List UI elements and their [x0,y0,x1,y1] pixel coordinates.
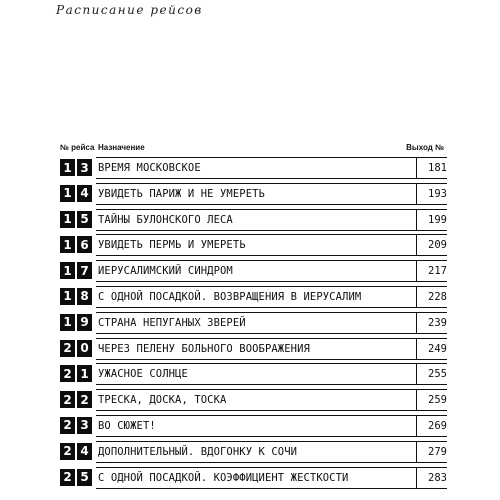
gate-cell: 193 [416,183,447,205]
flight-digit-tile: 2 [60,391,75,408]
header-gate: Выход № [406,143,444,152]
destination-cell: СТРАНА НЕПУГАНЫХ ЗВЕРЕЙ [96,312,417,334]
header-flight-number: № рейса [60,143,95,152]
flight-digit-tile: 1 [60,288,75,305]
flight-row [60,157,448,180]
destination-cell: С ОДНОЙ ПОСАДКОЙ. ВОЗВРАЩЕНИЯ В ИЕРУСАЛИМ [96,286,417,308]
flight-digit-tile: 1 [60,211,75,228]
header-destination: Назначение [98,143,145,152]
gate-cell: 199 [416,209,447,231]
gate-cell: 181 [416,157,447,179]
destination-cell: УВИДЕТЬ ПЕРМЬ И УМЕРЕТЬ [96,234,417,256]
destination-cell: ВО СЮЖЕТ! [96,415,417,437]
flight-number-tiles [60,443,92,460]
column-headers [60,143,446,155]
flight-digit-tile: 1 [60,159,75,176]
flight-row [60,389,448,412]
flight-digit-tile: 6 [77,236,92,253]
gate-cell: 228 [416,286,447,308]
flight-row [60,260,448,283]
flight-digit-tile: 4 [77,443,92,460]
flight-digit-tile: 3 [77,159,92,176]
gate-cell: 259 [416,389,447,411]
flight-digit-tile: 5 [77,211,92,228]
flight-number-tiles [60,262,92,279]
flight-number-tiles [60,469,92,486]
gate-cell: 283 [416,467,447,489]
destination-cell: ВРЕМЯ МОСКОВСКОЕ [96,157,417,179]
destination-cell: ДОПОЛНИТЕЛЬНЫЙ. ВДОГОНКУ К СОЧИ [96,441,417,463]
flight-row [60,286,448,309]
page-title: Расписание рейсов [56,3,203,17]
destination-cell: УЖАСНОЕ СОЛНЦЕ [96,363,417,385]
gate-cell: 239 [416,312,447,334]
flight-row [60,467,448,490]
flight-row [60,363,448,386]
flight-digit-tile: 4 [77,185,92,202]
destination-cell: ЧЕРЕЗ ПЕЛЕНУ БОЛЬНОГО ВООБРАЖЕНИЯ [96,338,417,360]
flight-number-tiles [60,159,92,176]
flight-digit-tile: 9 [77,314,92,331]
gate-cell: 255 [416,363,447,385]
flight-number-tiles [60,340,92,357]
gate-cell: 269 [416,415,447,437]
flight-row [60,183,448,206]
flight-digit-tile: 1 [60,262,75,279]
flight-number-tiles [60,365,92,382]
flight-digit-tile: 2 [60,443,75,460]
flight-digit-tile: 8 [77,288,92,305]
flight-digit-tile: 1 [60,314,75,331]
flight-number-tiles [60,236,92,253]
flight-digit-tile: 1 [60,236,75,253]
flight-row [60,338,448,361]
flight-digit-tile: 1 [77,365,92,382]
gate-cell: 279 [416,441,447,463]
gate-cell: 217 [416,260,447,282]
flight-row [60,234,448,257]
flight-number-tiles [60,314,92,331]
flight-digit-tile: 5 [77,469,92,486]
flight-digit-tile: 2 [60,469,75,486]
flight-number-tiles [60,391,92,408]
gate-cell: 209 [416,234,447,256]
destination-cell: ТАЙНЫ БУЛОНСКОГО ЛЕСА [96,209,417,231]
flight-digit-tile: 2 [77,391,92,408]
flight-number-tiles [60,211,92,228]
destination-cell: С ОДНОЙ ПОСАДКОЙ. КОЭФФИЦИЕНТ ЖЕСТКОСТИ [96,467,417,489]
flight-row [60,312,448,335]
flight-row [60,441,448,464]
flight-number-tiles [60,185,92,202]
flight-digit-tile: 1 [60,185,75,202]
flight-digit-tile: 2 [60,417,75,434]
flight-row [60,209,448,232]
flight-digit-tile: 3 [77,417,92,434]
flight-number-tiles [60,417,92,434]
flight-digit-tile: 0 [77,340,92,357]
destination-cell: ТРЕСКА, ДОСКА, ТОСКА [96,389,417,411]
flight-row [60,415,448,438]
flight-number-tiles [60,288,92,305]
destination-cell: ИЕРУСАЛИМСКИЙ СИНДРОМ [96,260,417,282]
flight-digit-tile: 2 [60,340,75,357]
flight-digit-tile: 2 [60,365,75,382]
destination-cell: УВИДЕТЬ ПАРИЖ И НЕ УМЕРЕТЬ [96,183,417,205]
flight-digit-tile: 7 [77,262,92,279]
gate-cell: 249 [416,338,447,360]
departures-board [60,157,448,492]
